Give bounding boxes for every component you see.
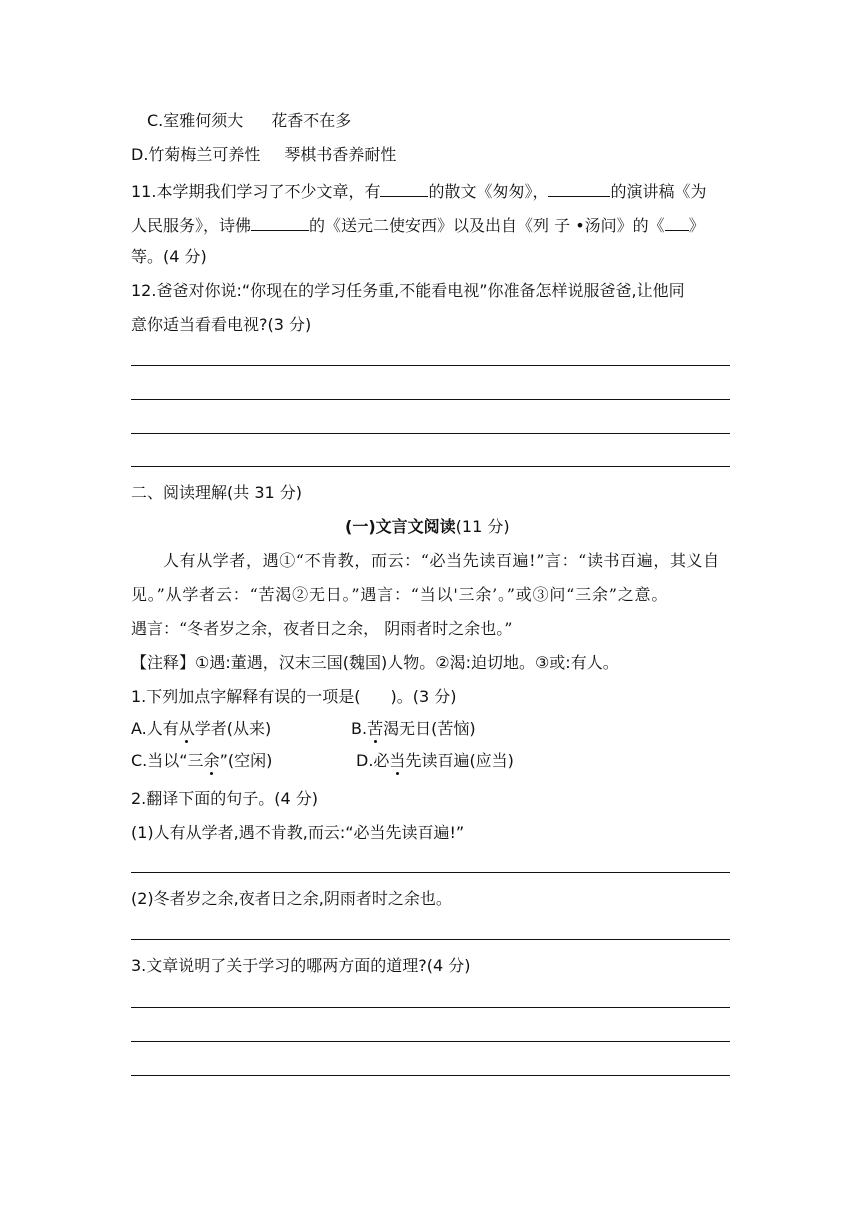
q12-answer-line-4[interactable] xyxy=(131,466,730,467)
q10-option-d xyxy=(131,144,396,166)
q11-line-2 xyxy=(131,212,705,237)
q11-text-1: 11.本学期我们学习了不少文章，有 xyxy=(131,182,381,201)
q1-option-a-prefix: A.人有 xyxy=(131,719,179,738)
q11-text-4: 人民服务》，诗佛 xyxy=(131,216,252,235)
q1-option-b[interactable] xyxy=(351,718,476,740)
q11-blank-3[interactable] xyxy=(251,212,309,231)
q1-option-d-suffix: 先读百遍(应当) xyxy=(405,751,514,770)
q1-stem-text: 1.下列加点字解释有误的一项是( xyxy=(131,687,361,706)
passage-line-2: 见。”从学者云：“苦渴②无日。”遇言：“当以'三余’。”或③问“三余”之意。 xyxy=(131,585,669,604)
q1-option-a-dotted: 从 xyxy=(178,719,195,738)
q1-option-c-suffix: ”(空闲) xyxy=(219,751,273,770)
q10-option-c-second: 花香不在多 xyxy=(271,111,352,130)
q1-option-a[interactable] xyxy=(131,718,271,740)
q12-answer-line-3[interactable] xyxy=(131,433,730,434)
annotation-note: 【注释】①遇:董遇，汉末三国(魏国)人物。②渴:迫切地。③或:有人。 xyxy=(131,653,619,672)
q1-option-c-dotted: 余 xyxy=(203,751,220,770)
q2-stem: 2.翻译下面的句子。(4 分) xyxy=(131,789,319,808)
q2-sentence-1: (1)人有从学者,遇不肯教,而云:“必当先读百遍!” xyxy=(131,823,465,842)
q2-answer-line-1[interactable] xyxy=(131,872,730,873)
q1-option-b-prefix: B. xyxy=(351,719,368,738)
q1-option-b-dotted: 苦 xyxy=(367,719,384,738)
q11-text-2: 的散文《匆匆》， xyxy=(428,182,549,201)
q12-answer-line-2[interactable] xyxy=(131,399,730,400)
q11-text-5: 的《送元二使安西》以及出自《列 子 •汤问》的《 xyxy=(309,216,665,235)
q2-answer-line-2[interactable] xyxy=(131,939,730,940)
q11-line-1 xyxy=(131,178,706,203)
q12-line-2: 意你适当看看电视?(3 分) xyxy=(131,315,312,334)
q12-answer-line-1[interactable] xyxy=(131,365,730,366)
subsection-title-text: (一)文言文阅读 xyxy=(345,517,456,536)
q12-line-1: 12.爸爸对你说:“你现在的学习任务重,不能看电视”你准备怎样说服爸爸,让他同 xyxy=(131,281,685,300)
q2-sentence-2: (2)冬者岁之余,夜者日之余,阴雨者时之余也。 xyxy=(131,889,452,908)
q1-option-a-suffix: 学者(从来) xyxy=(194,719,272,738)
q11-text-3: 的演讲稿《为 xyxy=(610,182,707,201)
q10-option-d-second: 琴棋书香养耐性 xyxy=(284,145,397,164)
q10-option-c xyxy=(147,110,351,132)
passage-line-1: 人有从学者，遇①“不肯教，而云：“必当先读百遍!”言：“读书百遍，其义自 xyxy=(163,551,720,570)
q3-stem: 3.文章说明了关于学习的哪两方面的道理?(4 分) xyxy=(131,956,471,975)
q10-option-d-first: D.竹菊梅兰可养性 xyxy=(131,145,261,164)
subsection-title-score: (11 分) xyxy=(455,517,510,536)
q1-option-b-suffix: 渴无日(苦恼) xyxy=(383,719,476,738)
q1-option-d-dotted: 当 xyxy=(389,751,406,770)
q1-stem-score: )。(3 分) xyxy=(390,687,457,706)
passage-line-3: 遇言：“冬者岁之余，夜者日之余， 阴雨者时之余也。” xyxy=(131,619,513,638)
q1-option-d[interactable] xyxy=(356,750,514,772)
q1-option-d-prefix: D.必 xyxy=(356,751,390,770)
subsection-title xyxy=(345,516,510,538)
q1-option-c-prefix: C.当以“三 xyxy=(131,751,204,770)
q1-option-c[interactable] xyxy=(131,750,272,772)
q11-blank-2[interactable] xyxy=(548,178,610,197)
q1-stem xyxy=(131,686,457,708)
q3-answer-line-2[interactable] xyxy=(131,1041,730,1042)
section-heading: 二、阅读理解(共 31 分) xyxy=(131,483,303,502)
q10-option-c-first: C.室雅何须大 xyxy=(147,111,244,130)
q11-score: 等。(4 分) xyxy=(131,247,207,266)
q11-blank-4[interactable] xyxy=(665,212,689,231)
q11-text-6: 》 xyxy=(688,216,705,235)
q11-blank-1[interactable] xyxy=(380,178,428,197)
q3-answer-line-3[interactable] xyxy=(131,1075,730,1076)
q3-answer-line-1[interactable] xyxy=(131,1007,730,1008)
